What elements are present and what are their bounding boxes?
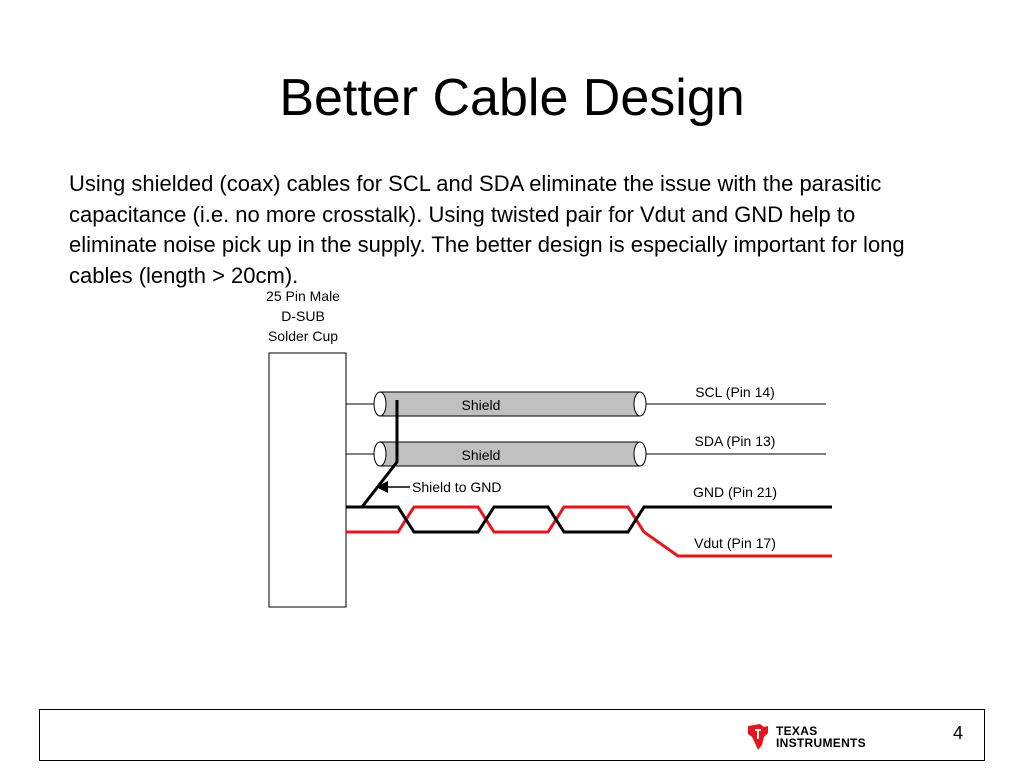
shield-to-gnd-label: Shield to GND xyxy=(412,479,502,495)
ti-logo-icon xyxy=(746,723,770,751)
shield-label-scl: Shield xyxy=(461,397,501,413)
slide-footer xyxy=(39,709,985,761)
gnd-label: GND (Pin 21) xyxy=(692,484,778,500)
shield-label-sda: Shield xyxy=(461,447,501,463)
scl-label: SCL (Pin 14) xyxy=(695,384,775,400)
page-number: 4 xyxy=(952,723,963,743)
dsub-connector xyxy=(269,353,346,607)
connector-label-line2: D-SUB xyxy=(281,308,325,324)
vdut-label: Vdut (Pin 17) xyxy=(694,535,776,551)
logo-wordmark xyxy=(776,725,866,749)
slide-title: Better Cable Design xyxy=(279,69,745,127)
slide-body-text: Using shielded (coax) cables for SCL and SDA eliminate the issue with the parasitic capacitance (i.e. no more crosstalk). Using twisted pair for Vdut and GND help to eliminate noise pick up in the supply. The better design is especially important for long cables (length > 20cm). xyxy=(69,171,905,288)
texas-instruments-logo xyxy=(746,722,866,752)
sda-label: SDA (Pin 13) xyxy=(694,433,776,449)
connector-label-line3: Solder Cup xyxy=(267,328,339,344)
connector-label-line1: 25 Pin Male xyxy=(266,288,340,304)
logo-line1: TEXAS xyxy=(776,724,818,738)
coax-shield-scl xyxy=(374,392,646,416)
coax-shield-sda xyxy=(374,442,646,466)
logo-line2: INSTRUMENTS xyxy=(776,736,866,750)
gnd-wire xyxy=(346,507,832,532)
